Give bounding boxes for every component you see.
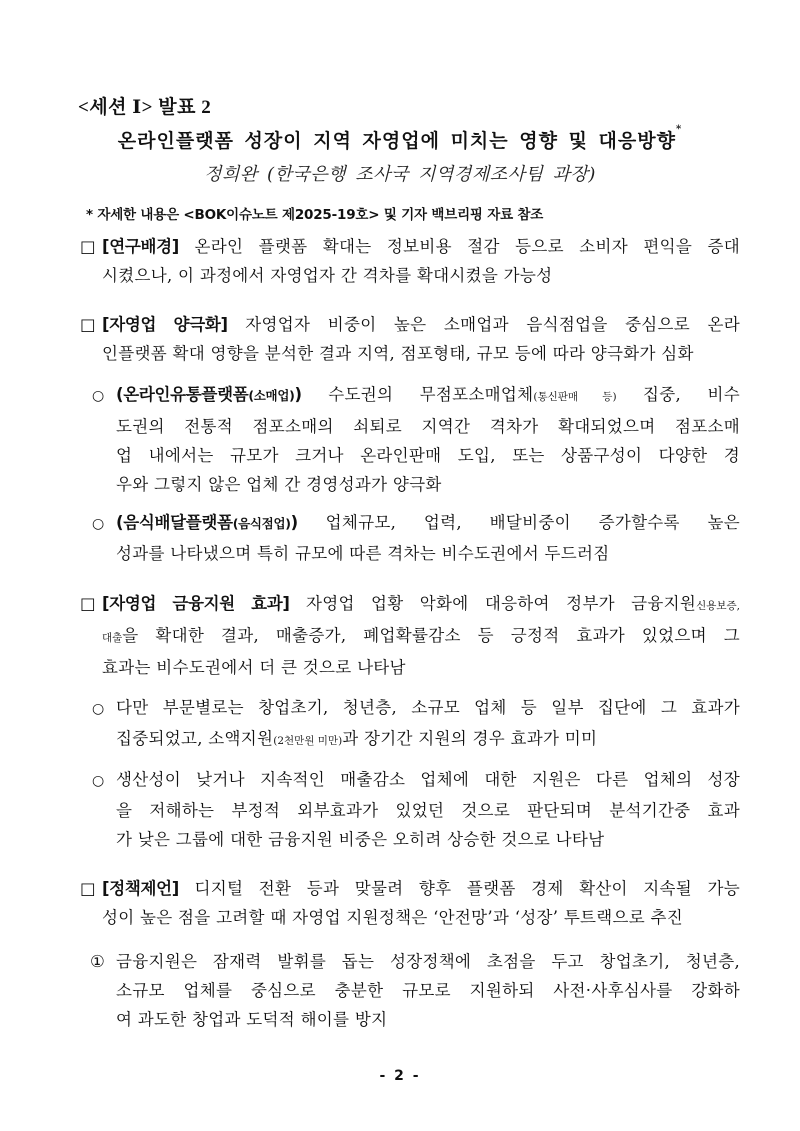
subsection-heading: (온라인유통플랫폼(소매업)): [116, 385, 302, 404]
section-polarization: [80, 310, 740, 368]
section-text: 온라인 플랫폼 확대는 정보비용 절감 등으로 소비자 편익을 증대: [194, 237, 740, 256]
section-text: 시켰으나, 이 과정에서 자영업자 간 격차를 확대시켰을 가능성: [102, 266, 553, 285]
inline-note: 신용보증,: [696, 600, 741, 612]
title-text: 온라인플랫폼 성장이 지역 자영업에 미치는 영향 및 대응방향: [117, 130, 676, 152]
reference-footnote: * 자세한 내용은 <BOK이슈노트 제2025-19호> 및 기자 백브리핑 자료 참조: [86, 207, 544, 223]
section-background: [80, 232, 740, 290]
checkbox-bullet-icon: □: [80, 594, 96, 613]
circle-bullet-icon: ○: [92, 516, 105, 532]
section-policy: [80, 874, 740, 932]
section-heading: [연구배경]: [102, 237, 180, 256]
section-heading: [정책제언]: [102, 879, 180, 898]
circle-bullet-icon: ○: [92, 701, 105, 717]
checkbox-bullet-icon: □: [80, 879, 96, 898]
session-label: <세션 Ⅰ> 발표 2: [78, 97, 212, 118]
policy-item-text: 소규모 업체를 중심으로 충분한 규모로 지원하되 사전·사후심사를 강화하: [116, 981, 740, 1000]
section-text: 효과는 비수도권에서 더 큰 것으로 나타남: [102, 658, 406, 677]
subsection-online-retail: ○ (온라인유통플랫폼(소매업)) 수도권의 무점포소매업체(통신판매 등) 집중, 비수 도권의 전통적 점포소매의 쇠퇴로 지역간 격차가 확대되었으며 점포소매 업 내에서는 규모가 크거나 온라인판매 도입, 또는 상품구성이 다양한 경 우와 그렇지 않은 업체 간 경영성과가 양극화: [92, 380, 740, 499]
page-title: [0, 126, 800, 153]
section-text: 성이 높은 점을 고려할 때 자영업 지원정책은 ‘안전망’과 ‘성장’ 투트랙으로 추진: [102, 908, 684, 927]
section-finance: □ [자영업 금융지원 효과] 자영업 업황 악화에 대응하여 정부가 금융지원신용보증, 대출을 확대한 결과, 매출증가, 폐업확률감소 등 긍정적 효과가 있었으며 그 효과는 비수도권에서 더 큰 것으로 나타남: [80, 589, 740, 682]
subsection-heading: (음식배달플랫폼(음식점업)): [116, 513, 298, 532]
circled-number-icon: ①: [90, 952, 106, 971]
subsection-food-delivery: ○ (음식배달플랫폼(음식점업)) 업체규모, 업력, 배달비중이 증가할수록 높은 성과를 나타냈으며 특히 규모에 따른 격차는 비수도권에서 두드러짐: [92, 508, 740, 568]
subsection-text: 업 내에서는 규모가 크거나 온라인판매 도입, 또는 상품구성이 다양한 경: [116, 446, 740, 465]
inline-note: (통신판매 등): [533, 391, 617, 403]
section-heading: [자영업 금융지원 효과]: [102, 594, 290, 613]
inline-note: 대출: [102, 632, 123, 644]
checkbox-bullet-icon: □: [80, 315, 96, 334]
page-number: - 2 -: [379, 1068, 421, 1084]
subsection-finance-detail-1: ○ 다만 부문별로는 창업초기, 청년층, 소규모 업체 등 일부 집단에 그 효과가 집중되었고, 소액지원(2천만원 미만)과 장기간 지원의 경우 효과가 미미: [92, 693, 740, 756]
subsection-text: 도권의 전통적 점포소매의 쇠퇴로 지역간 격차가 확대되었으며 점포소매: [116, 417, 740, 436]
checkbox-bullet-icon: □: [80, 237, 96, 256]
policy-item-1: ① 금융지원은 잠재력 발휘를 돕는 성장정책에 초점을 두고 창업초기, 청년층, 소규모 업체를 중심으로 충분한 규모로 지원하되 사전·사후심사를 강화하 여 과도한 창업과 도덕적 해이를 방지: [90, 947, 740, 1034]
subsection-text: 가 낮은 그룹에 대한 금융지원 비중은 오히려 상승한 것으로 나타남: [116, 830, 605, 849]
subsection-text: 성과를 나타냈으며 특히 규모에 따른 격차는 비수도권에서 두드러짐: [116, 544, 610, 563]
circle-bullet-icon: ○: [92, 773, 105, 789]
section-text: 디지털 전환 등과 맞물려 향후 플랫폼 경제 확산이 지속될 가능: [194, 879, 740, 898]
author-line: 정희완 (한국은행 조사국 지역경제조사팀 과장): [204, 164, 596, 185]
section-heading: [자영업 양극화]: [102, 315, 228, 334]
section-text: 자영업자 비중이 높은 소매업과 음식점업을 중심으로 온라: [245, 315, 741, 334]
circle-bullet-icon: ○: [92, 388, 105, 404]
policy-item-text: 여 과도한 창업과 도덕적 해이를 방지: [116, 1010, 388, 1029]
subsection-text: 을 저해하는 부정적 외부효과가 있었던 것으로 판단되며 분석기간중 효과: [116, 801, 740, 820]
title-footnote-marker: *: [675, 124, 683, 135]
subsection-text: 우와 그렇지 않은 업체 간 경영성과가 양극화: [116, 475, 442, 494]
subsection-finance-detail-2: ○ 생산성이 낮거나 지속적인 매출감소 업체에 대한 지원은 다른 업체의 성장 을 저해하는 부정적 외부효과가 있었던 것으로 판단되며 분석기간중 효과 가 낮은 그룹에 대한 금융지원 비중은 오히려 상승한 것으로 나타남: [92, 765, 740, 854]
section-text: 인플랫폼 확대 영향을 분석한 결과 지역, 점포형태, 규모 등에 따라 양극화가 심화: [102, 344, 694, 363]
inline-note: (2천만원 미만): [273, 735, 343, 747]
